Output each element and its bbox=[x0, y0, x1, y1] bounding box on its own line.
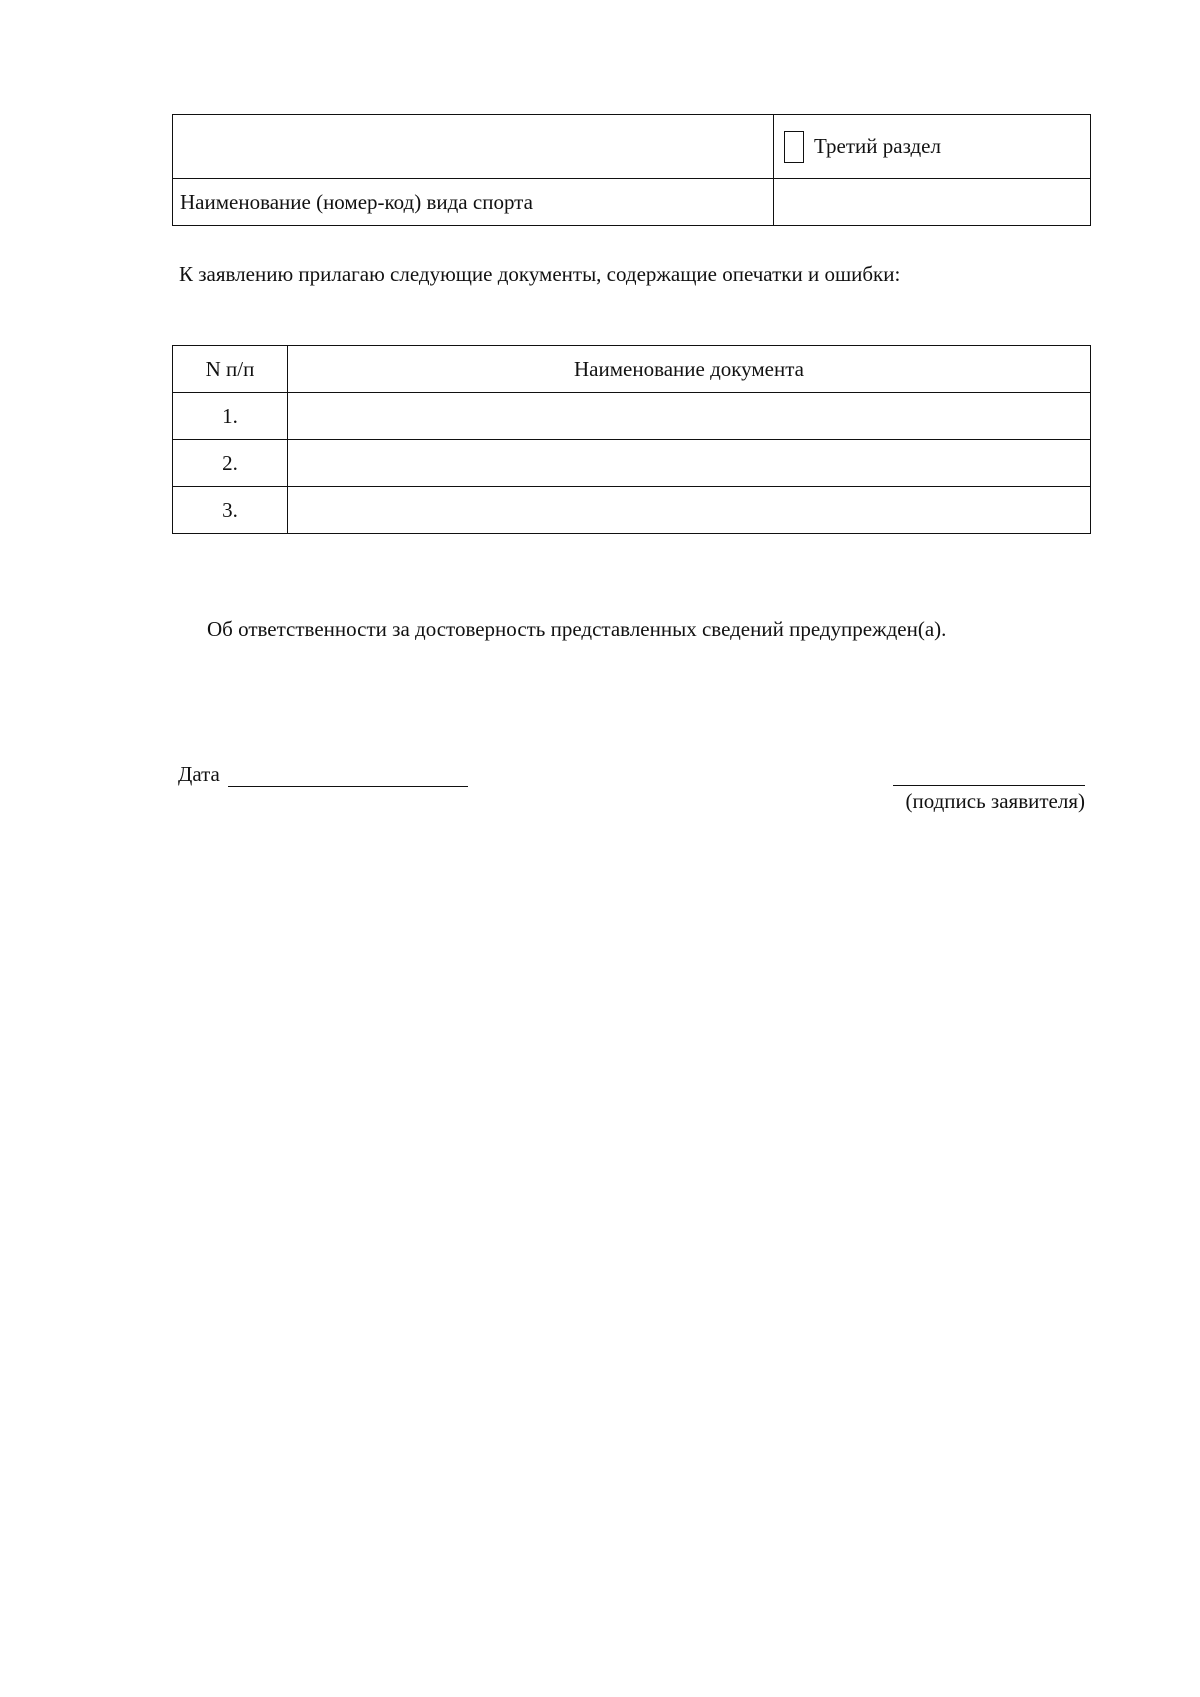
documents-table bbox=[172, 345, 1091, 534]
date-field[interactable] bbox=[228, 764, 468, 787]
sport-name-field[interactable] bbox=[774, 179, 1091, 226]
sport-name-label: Наименование (номер-код) вида спорта bbox=[173, 179, 774, 226]
row-number: 1. bbox=[173, 393, 288, 440]
table-row bbox=[173, 393, 1091, 440]
row-number: 3. bbox=[173, 487, 288, 534]
document-name-field[interactable] bbox=[288, 487, 1091, 534]
date-block bbox=[178, 762, 468, 787]
section-table bbox=[172, 114, 1091, 226]
table-row bbox=[173, 440, 1091, 487]
date-label: Дата bbox=[178, 762, 220, 786]
table-row bbox=[173, 487, 1091, 534]
column-header-document-name: Наименование документа bbox=[288, 346, 1091, 393]
responsibility-statement: Об ответственности за достоверность представленных сведений предупрежден(а). bbox=[207, 617, 947, 641]
section-empty-cell bbox=[173, 115, 774, 179]
document-name-field[interactable] bbox=[288, 393, 1091, 440]
signature-caption: (подпись заявителя) bbox=[905, 789, 1085, 813]
signature-block bbox=[893, 764, 1085, 814]
section-checkbox-cell bbox=[774, 115, 1091, 179]
third-section-checkbox[interactable] bbox=[784, 131, 804, 163]
third-section-label: Третий раздел bbox=[814, 134, 941, 158]
row-number: 2. bbox=[173, 440, 288, 487]
attachments-intro: К заявлению прилагаю следующие документы, содержащие опечатки и ошибки: bbox=[179, 262, 901, 286]
column-header-number: N п/п bbox=[173, 346, 288, 393]
table-header-row bbox=[173, 346, 1091, 393]
document-name-field[interactable] bbox=[288, 440, 1091, 487]
signature-field[interactable] bbox=[893, 764, 1085, 786]
